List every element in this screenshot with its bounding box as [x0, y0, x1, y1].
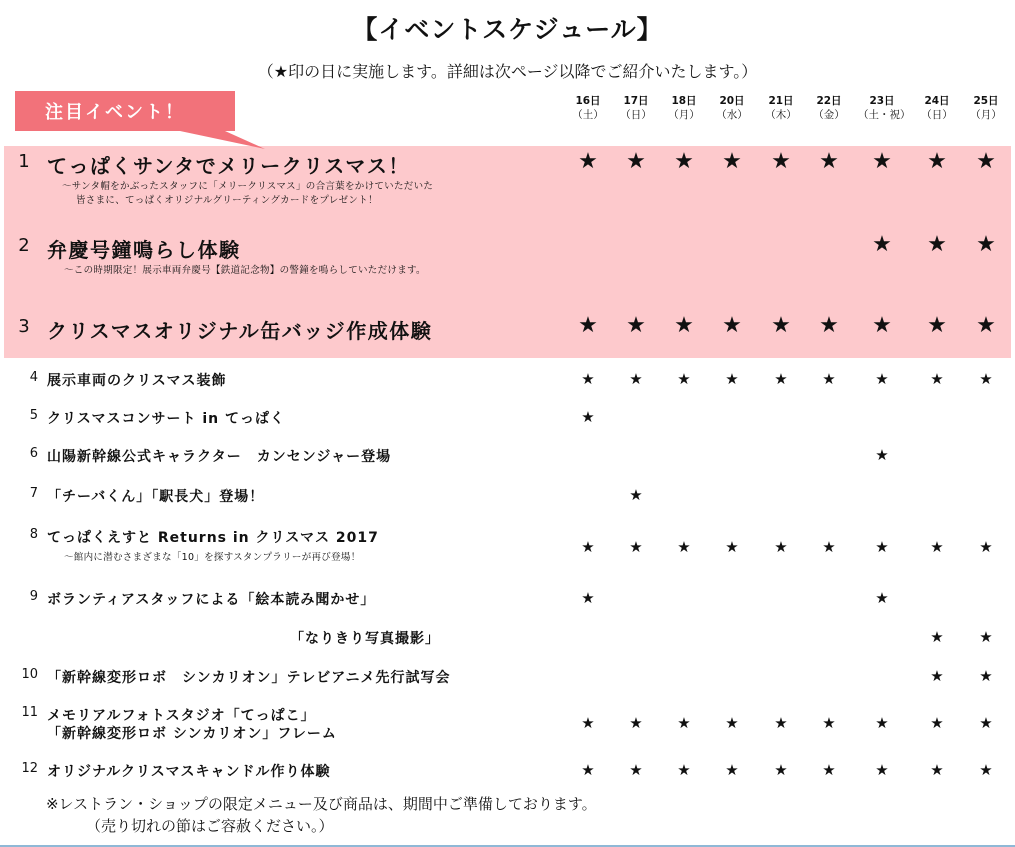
- day-date: 23日: [869, 95, 895, 107]
- event-title: メモリアルフォトスタジオ「てっぱこ」: [47, 708, 316, 724]
- schedule-star-icon: ★: [774, 538, 788, 556]
- schedule-star-icon: ★: [677, 538, 691, 556]
- page-title: 【イベントスケジュール】: [352, 15, 663, 44]
- schedule-star-icon: ★: [872, 149, 892, 174]
- schedule-star-icon: ★: [927, 232, 947, 257]
- schedule-star-icon: ★: [875, 761, 889, 779]
- note-line-2: （売り切れの節はご容赦ください。）: [86, 817, 334, 835]
- schedule-star-icon: ★: [930, 628, 944, 646]
- day-header: [564, 94, 612, 122]
- schedule-star-icon: ★: [979, 538, 993, 556]
- schedule-star-icon: ★: [677, 714, 691, 732]
- event-title: 弁慶号鐘鳴らし体験: [47, 238, 241, 262]
- event-title: クリスマスコンサート in てっぱく: [47, 411, 285, 427]
- schedule-star-icon: ★: [930, 538, 944, 556]
- schedule-star-icon: ★: [819, 149, 839, 174]
- day-of-week: （金）: [813, 109, 845, 121]
- schedule-star-icon: ★: [581, 714, 595, 732]
- schedule-star-icon: ★: [875, 714, 889, 732]
- event-title: てっぱくえすと Returns in クリスマス 2017: [47, 530, 379, 546]
- schedule-star-icon: ★: [976, 232, 996, 257]
- event-title-line-2: 「新幹線変形ロボ シンカリオン」フレーム: [47, 726, 337, 742]
- event-title: ボランティアスタッフによる「絵本読み聞かせ」: [47, 592, 376, 608]
- schedule-star-icon: ★: [674, 313, 694, 338]
- schedule-star-icon: ★: [774, 714, 788, 732]
- event-number: 11: [21, 705, 38, 720]
- schedule-star-icon: ★: [875, 446, 889, 464]
- schedule-star-icon: ★: [581, 370, 595, 388]
- day-of-week: （月）: [668, 109, 700, 121]
- schedule-star-icon: ★: [629, 761, 643, 779]
- schedule-star-icon: ★: [875, 589, 889, 607]
- event-number: 3: [18, 316, 30, 337]
- event-title: クリスマスオリジナル缶バッジ作成体験: [47, 319, 433, 343]
- day-date: 18日: [671, 95, 697, 107]
- day-of-week: （土）: [572, 109, 604, 121]
- day-of-week: （土・祝）: [858, 109, 911, 121]
- schedule-star-icon: ★: [822, 538, 836, 556]
- event-number: 2: [18, 235, 30, 256]
- schedule-star-icon: ★: [875, 538, 889, 556]
- event-number: 8: [29, 527, 38, 542]
- schedule-star-icon: ★: [578, 149, 598, 174]
- schedule-star-icon: ★: [725, 761, 739, 779]
- event-number: 6: [29, 446, 38, 461]
- event-description: ～館内に潜むさまざまな「10」を探すスタンプラリーが再び登場！: [64, 552, 361, 563]
- day-date: 17日: [623, 95, 649, 107]
- schedule-star-icon: ★: [722, 313, 742, 338]
- event-number: 7: [29, 486, 38, 501]
- schedule-star-icon: ★: [979, 628, 993, 646]
- schedule-star-icon: ★: [822, 370, 836, 388]
- day-date: 24日: [924, 95, 950, 107]
- schedule-star-icon: ★: [979, 370, 993, 388]
- event-number: 12: [21, 761, 38, 776]
- day-of-week: （月）: [970, 109, 1002, 121]
- event-description: 皆さまに、てっぱくオリジナルグリーティングカードをプレゼント！: [76, 195, 378, 206]
- schedule-star-icon: ★: [976, 149, 996, 174]
- day-header: [757, 94, 805, 122]
- schedule-star-icon: ★: [626, 313, 646, 338]
- schedule-star-icon: ★: [677, 761, 691, 779]
- event-title: 展示車両のクリスマス装飾: [47, 373, 227, 389]
- schedule-star-icon: ★: [976, 313, 996, 338]
- schedule-star-icon: ★: [581, 589, 595, 607]
- day-of-week: （日）: [921, 109, 953, 121]
- day-date: 16日: [575, 95, 601, 107]
- event-title: 「チーバくん」「駅長犬」登場！: [47, 489, 265, 505]
- event-description: ～この時期限定！展示車両弁慶号【鉄道記念物】の警鐘を鳴らしていただけます。: [64, 265, 426, 276]
- day-date: 25日: [973, 95, 999, 107]
- schedule-star-icon: ★: [872, 313, 892, 338]
- day-of-week: （日）: [620, 109, 652, 121]
- schedule-star-icon: ★: [725, 538, 739, 556]
- event-title: てっぱくサンタでメリークリスマス！: [47, 154, 410, 178]
- note-line-1: ※レストラン・ショップの限定メニュー及び商品は、期間中ご準備しております。: [46, 795, 597, 813]
- schedule-star-icon: ★: [581, 761, 595, 779]
- day-header: [962, 94, 1010, 122]
- schedule-star-icon: ★: [771, 149, 791, 174]
- schedule-star-icon: ★: [930, 667, 944, 685]
- schedule-star-icon: ★: [822, 714, 836, 732]
- day-header: [708, 94, 756, 122]
- schedule-star-icon: ★: [927, 313, 947, 338]
- event-description: ～サンタ帽をかぶったスタッフに「メリークリスマス」の合言葉をかけていただいた: [62, 181, 434, 192]
- schedule-star-icon: ★: [774, 761, 788, 779]
- schedule-star-icon: ★: [774, 370, 788, 388]
- event-number: 10: [21, 667, 38, 682]
- day-date: 20日: [719, 95, 745, 107]
- event-title: 「新幹線変形ロボ シンカリオン」テレビアニメ先行試写会: [47, 670, 451, 686]
- event-title: 「なりきり写真撮影」: [290, 631, 440, 647]
- schedule-star-icon: ★: [875, 370, 889, 388]
- schedule-star-icon: ★: [979, 761, 993, 779]
- event-number: 9: [29, 589, 38, 604]
- schedule-star-icon: ★: [725, 370, 739, 388]
- schedule-star-icon: ★: [722, 149, 742, 174]
- schedule-star-icon: ★: [725, 714, 739, 732]
- schedule-star-icon: ★: [930, 761, 944, 779]
- schedule-star-icon: ★: [819, 313, 839, 338]
- day-of-week: （木）: [765, 109, 797, 121]
- schedule-star-icon: ★: [581, 538, 595, 556]
- day-date: 21日: [768, 95, 794, 107]
- schedule-star-icon: ★: [930, 714, 944, 732]
- day-header: [612, 94, 660, 122]
- day-header: [660, 94, 708, 122]
- day-of-week: （水）: [716, 109, 748, 121]
- schedule-star-icon: ★: [674, 149, 694, 174]
- schedule-star-icon: ★: [979, 714, 993, 732]
- event-title: オリジナルクリスマスキャンドル作り体験: [47, 764, 331, 780]
- schedule-star-icon: ★: [979, 667, 993, 685]
- schedule-star-icon: ★: [626, 149, 646, 174]
- day-date: 22日: [816, 95, 842, 107]
- schedule-star-icon: ★: [677, 370, 691, 388]
- schedule-star-icon: ★: [872, 232, 892, 257]
- schedule-star-icon: ★: [629, 714, 643, 732]
- event-title: 山陽新幹線公式キャラクター カンセンジャー登場: [47, 449, 392, 465]
- day-header: [805, 94, 853, 122]
- event-number: 1: [18, 151, 30, 172]
- schedule-star-icon: ★: [629, 486, 643, 504]
- day-header: [858, 94, 911, 122]
- schedule-star-icon: ★: [927, 149, 947, 174]
- schedule-star-icon: ★: [930, 370, 944, 388]
- event-number: 5: [29, 408, 38, 423]
- schedule-star-icon: ★: [822, 761, 836, 779]
- callout-tail: [180, 131, 270, 151]
- schedule-star-icon: ★: [629, 538, 643, 556]
- schedule-star-icon: ★: [771, 313, 791, 338]
- day-header: [913, 94, 961, 122]
- page-subtitle: （★印の日に実施します。詳細は次ページ以降でご紹介いたします。）: [257, 62, 758, 81]
- schedule-star-icon: ★: [581, 408, 595, 426]
- event-number: 4: [29, 370, 38, 385]
- featured-callout: 注目イベント！: [15, 91, 235, 131]
- schedule-star-icon: ★: [578, 313, 598, 338]
- schedule-star-icon: ★: [629, 370, 643, 388]
